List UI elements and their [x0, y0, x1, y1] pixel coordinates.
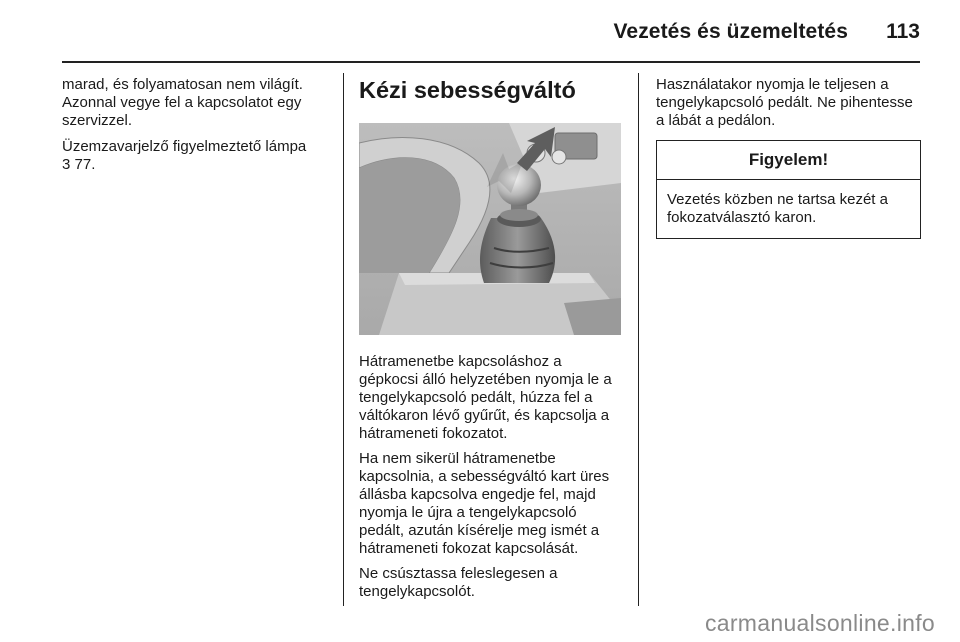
page-number: 113	[886, 20, 920, 43]
page-reference-icon: 3	[62, 156, 71, 173]
gear-lever-illustration-icon	[359, 123, 621, 335]
page-header-title: Vezetés és üzemeltetés	[613, 20, 848, 43]
paragraph: Hátramenetbe kapcsoláshoz a gépkocsi álló helyzetében nyomja le a tengelykapcsoló pedált, húzza fel a váltókaron lévő gyűrűt, és kapcsolja a hátrameneti fokozatot.	[359, 353, 612, 442]
paragraph: Ha nem sikerül hátramenetbe kapcsolnia, a sebességváltó kart üres állásba kapcsolva engedje fel, majd nyomja le újra a tengelykapcsoló pedált, azután kísérelje meg ismét a hátrameneti fokozat kapcsolását.	[359, 450, 610, 557]
paragraph: Használatakor nyomja le teljesen a tengelykapcsoló pedált. Ne pihentesse a lábát a pedálon.	[656, 76, 913, 129]
warning-text: Vezetés közben ne tartsa kezét a fokozatválasztó karon.	[667, 191, 888, 226]
column-divider-left	[343, 73, 344, 606]
warning-box	[656, 140, 921, 239]
left-column	[62, 76, 330, 182]
middle-column	[359, 76, 624, 608]
page-reference: 77.	[74, 156, 96, 173]
paragraph-text: Üzemzavarjelző figyelmeztető lámpa	[62, 138, 307, 155]
warning-title: Figyelem!	[657, 141, 920, 180]
watermark: carmanualsonline.info	[704, 610, 935, 636]
paragraph-with-reference	[62, 138, 330, 174]
paragraph: Ne csúsztassa feleslegesen a tengelykapcsolót.	[359, 565, 558, 600]
column-divider-right	[638, 73, 639, 606]
header-rule	[62, 61, 920, 63]
paragraph: marad, és folyamatosan nem világít. Azonnal vegye fel a kapcsolatot egy szervizzel.	[62, 76, 303, 129]
section-heading: Kézi sebességváltó	[359, 77, 576, 103]
right-column	[656, 76, 921, 239]
